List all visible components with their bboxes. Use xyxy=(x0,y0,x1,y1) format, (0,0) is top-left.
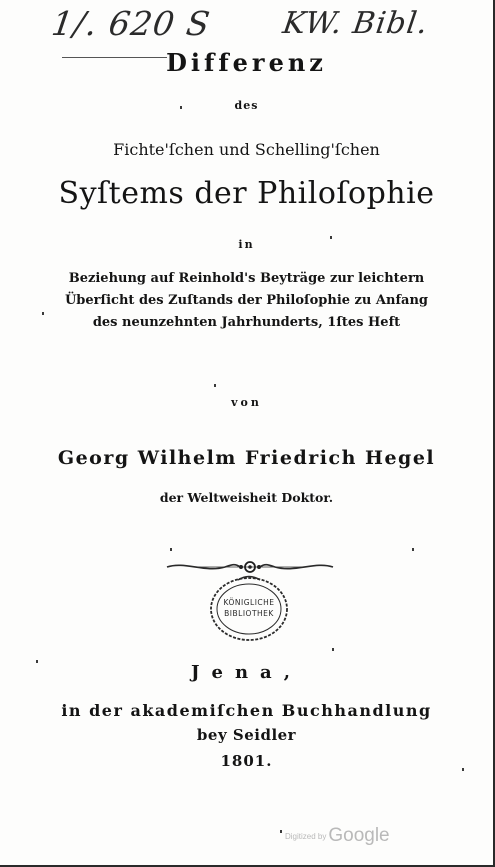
title-connector-in: in xyxy=(238,238,255,251)
author-name: Georg Wilhelm Friedrich Hegel xyxy=(57,447,436,469)
scan-speck xyxy=(330,236,332,239)
library-stamp xyxy=(206,571,292,643)
title-subject: Fichte'ſchen und Schelling'ſchen xyxy=(113,140,380,159)
digitization-watermark xyxy=(285,825,390,847)
stamp-line-2: BIBLIOTHEK xyxy=(224,609,274,618)
scan-speck xyxy=(280,830,282,833)
watermark-brand: Google xyxy=(328,825,390,846)
handwritten-library-note: KW. Bibl. xyxy=(280,6,431,41)
imprint-city: Jena, xyxy=(191,662,302,683)
scan-speck xyxy=(170,548,172,551)
byline-von: von xyxy=(231,396,262,409)
handwritten-shelfmark: 1/. 620 S xyxy=(49,4,213,43)
scan-speck xyxy=(36,660,38,663)
imprint-publisher-line-1: in der akademiſchen Buchhandlung xyxy=(61,701,432,720)
main-title: Syſtems der Philoſophie xyxy=(58,176,435,211)
scan-speck xyxy=(214,384,216,387)
author-degree: der Weltweisheit Doktor. xyxy=(159,490,334,505)
scan-speck xyxy=(332,648,334,651)
subtitle-line-2: Überſicht des Zuſtands der Philoſophie zu Anfang xyxy=(64,293,429,308)
title: Differenz xyxy=(166,48,327,77)
subtitle-line-3: des neunzehnten Jahrhunderts, 1ſtes Heft xyxy=(92,315,401,330)
stamp-line-1: KÖNIGLICHE xyxy=(223,598,275,607)
watermark-prefix: Digitized by xyxy=(285,831,327,841)
title-connector-des: des xyxy=(234,99,259,112)
imprint-publisher-line-2: bey Seidler xyxy=(196,726,297,744)
stamp-seal-icon xyxy=(206,571,292,643)
scan-speck xyxy=(180,106,182,109)
scan-speck xyxy=(412,548,414,551)
imprint-year: 1801. xyxy=(220,752,273,770)
scan-speck xyxy=(42,312,44,315)
subtitle-line-1: Beziehung auf Reinhold's Beyträge zur leichtern xyxy=(68,271,425,286)
scan-speck xyxy=(462,768,464,771)
